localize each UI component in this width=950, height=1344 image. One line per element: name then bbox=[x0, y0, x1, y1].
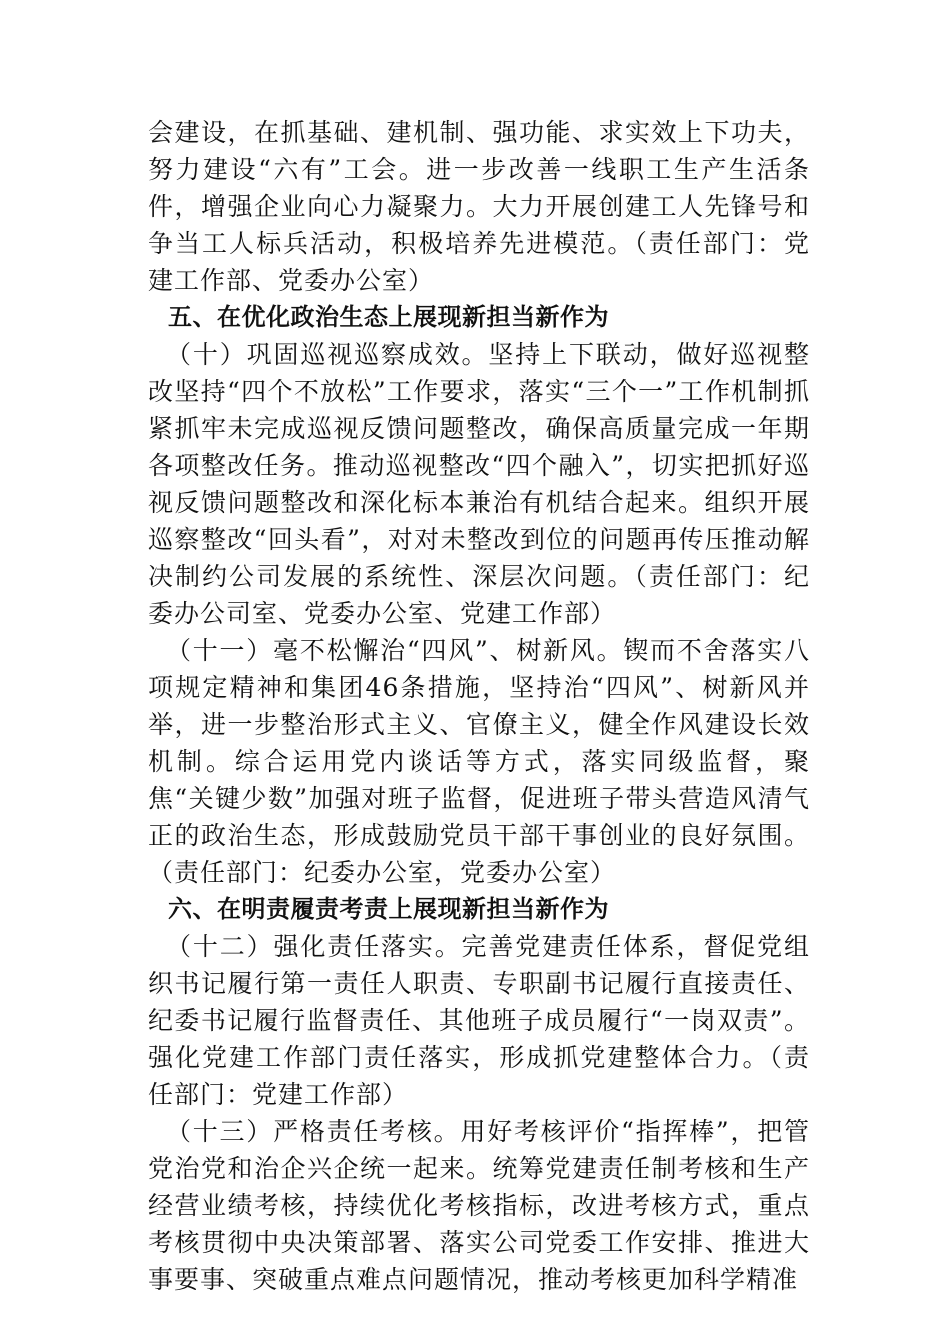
paragraph-item-ten: （十）巩固巡视巡察成效。坚持上下联动，做好巡视整改坚持“四个不放松”工作要求，落实“三个一”工作机制抓紧抓牢未完成巡视反馈问题整改，确保高质量完成一年期各项整改任务。推动巡视整改“四个融入”，切实把抓好巡视反馈问题整改和深化标本兼治有机结合起来。组织开展巡察整改“回头看”，对对未整改到位的问题再传压推动解决制约公司发展的系统性、深层次问题。（责任部门：纪委办公司室、党委办公室、党建工作部） bbox=[148, 340, 810, 628]
section-heading-five: 五、在优化政治生态上展现新担当新作为 bbox=[168, 303, 609, 331]
paragraph-item-twelve: （十二）强化责任落实。完善党建责任体系，督促党组织书记履行第一责任人职责、专职副书记履行直接责任、纪委书记履行监督责任、其他班子成员履行“一岗双责”。强化党建工作部门责任落实，形成抓党建整体合力。（责任部门：党建工作部） bbox=[148, 932, 810, 1109]
paragraph-union-building: 会建设，在抓基础、建机制、强功能、求实效上下功夫，努力建设“六有”工会。进一步改善一线职工生产生活条件，增强企业向心力凝聚力。大力开展创建工人先锋号和争当工人标兵活动，积极培养先进模范。（责任部门：党建工作部、党委办公室） bbox=[148, 118, 810, 295]
section-heading-six: 六、在明责履责考责上展现新担当新作为 bbox=[168, 895, 609, 923]
paragraph-item-thirteen: （十三）严格责任考核。用好考核评价“指挥棒”，把管党治党和治企兴企统一起来。统筹党建责任制考核和生产经营业绩考核，持续优化考核指标，改进考核方式，重点考核贯彻中央决策部署、落实公司党委工作安排、推进大事要事、突破重点难点问题情况，推动考核更加科学精准 bbox=[148, 1117, 810, 1294]
document-body bbox=[148, 114, 810, 1298]
paragraph-item-eleven: （十一）毫不松懈治“四风”、树新风。锲而不舍落实八项规定精神和集团46条措施，坚持治“四风”、树新风并举，进一步整治形式主义、官僚主义，健全作风建设长效机制。综合运用党内谈话等方式，落实同级监督，聚焦“关键少数”加强对班子监督，促进班子带头营造风清气正的政治生态，形成鼓励党员干部干事创业的良好氛围。（责任部门：纪委办公室，党委办公室） bbox=[148, 636, 810, 887]
